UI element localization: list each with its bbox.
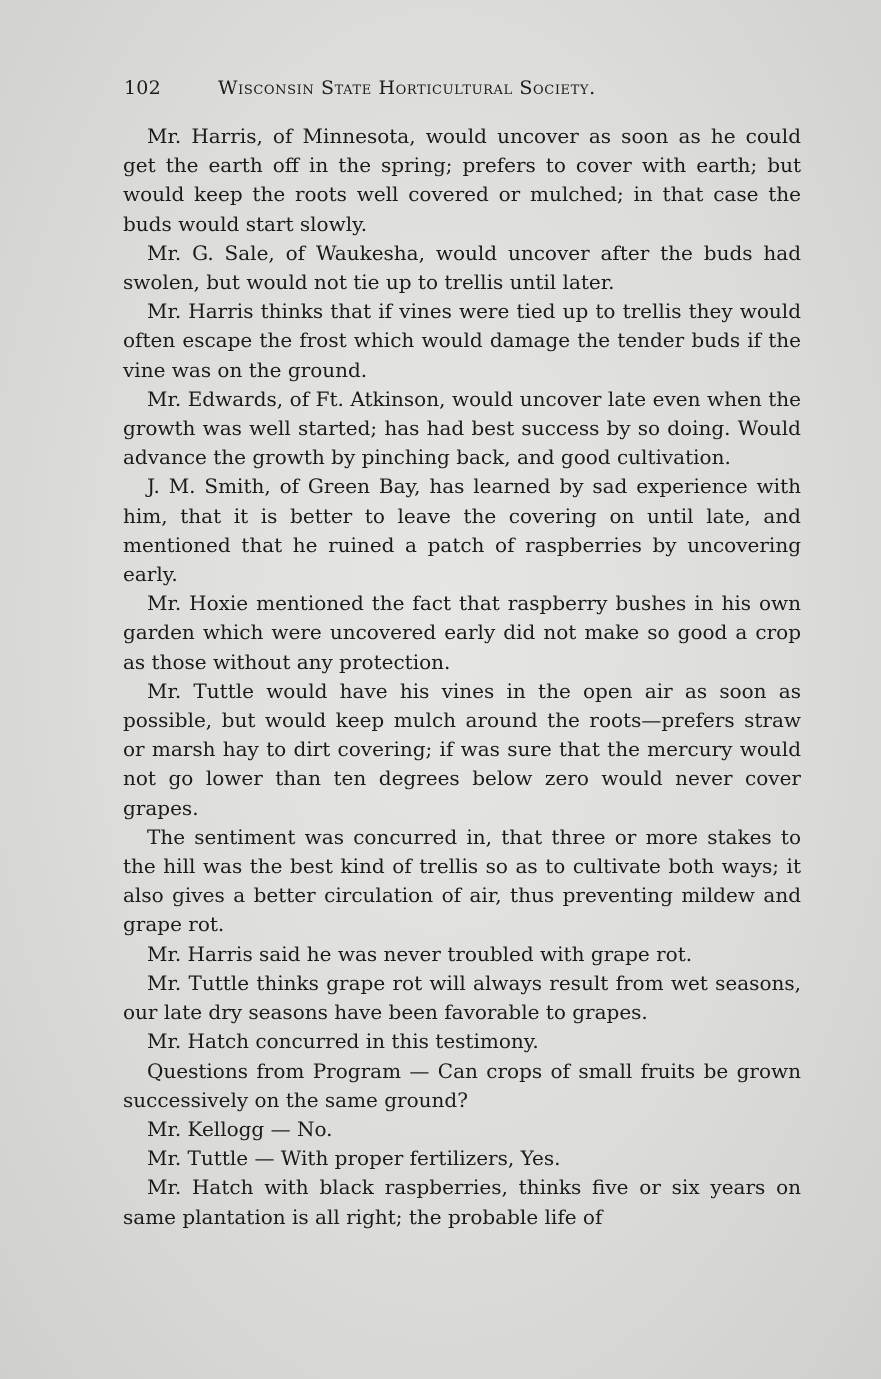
paragraph: Mr. Tuttle — With proper fertilizers, Yes. xyxy=(147,1146,561,1171)
body-text xyxy=(123,122,801,1232)
paragraph: Mr. Tuttle thinks grape rot will always result from wet seasons, our late dry seasons have been favorable to grapes. xyxy=(123,970,801,1025)
paragraph: Mr. Harris, of Minnesota, would uncover as soon as he could get the earth off in the spring; prefers to cover with earth; but would keep the roots well covered or mulched; in that case the buds would start slowly. xyxy=(123,124,801,236)
paragraph: The sentiment was concurred in, that three or more stakes to the hill was the best kind of trellis so as to cultivate both ways; it also gives a better circulation of air, thus preventing mildew and grape rot. xyxy=(123,824,801,937)
paragraph: Mr. Tuttle would have his vines in the open air as soon as possible, but would keep mulch around the roots—prefers straw or marsh hay to dirt covering; if was sure that the mercury would not go lower than ten degrees below zero would never cover grapes. xyxy=(123,678,801,820)
paragraph: Questions from Program — Can crops of small fruits be grown successively on the same ground? xyxy=(123,1058,801,1112)
paragraph: Mr. Hoxie mentioned the fact that raspberry bushes in his own garden which were uncovered early did not make so good a crop as those without any protection. xyxy=(123,591,801,674)
paragraph: Mr. G. Sale, of Waukesha, would uncover after the buds had swolen, but would not tie up to trellis until later. xyxy=(123,240,801,295)
paragraph: Mr. Kellogg — No. xyxy=(147,1116,333,1141)
paragraph: Mr. Hatch with black raspberries, thinks five or six years on same plantation is all right; the probable life of xyxy=(123,1175,801,1229)
paragraph: Mr. Harris said he was never troubled with grape rot. xyxy=(147,941,693,966)
paragraph: Mr. Edwards, of Ft. Atkinson, would uncover late even when the growth was well started; has had best success by so doing. Would advance the growth by pinching back, and good cultivation. xyxy=(123,386,801,470)
page-header xyxy=(124,74,800,102)
page-number: 102 xyxy=(124,77,161,99)
paragraph: J. M. Smith, of Green Bay, has learned by sad experience with him, that it is better to leave the covering on until late, and mentioned that he ruined a patch of raspberries by uncovering early. xyxy=(123,474,801,587)
running-title: Wisconsin State Horticultural Society. xyxy=(218,77,596,99)
paragraph: Mr. Harris thinks that if vines were tied up to trellis they would often escape the frost which would damage the tender buds if the vine was on the ground. xyxy=(123,299,801,382)
paragraph: Mr. Hatch concurred in this testimony. xyxy=(147,1029,539,1054)
